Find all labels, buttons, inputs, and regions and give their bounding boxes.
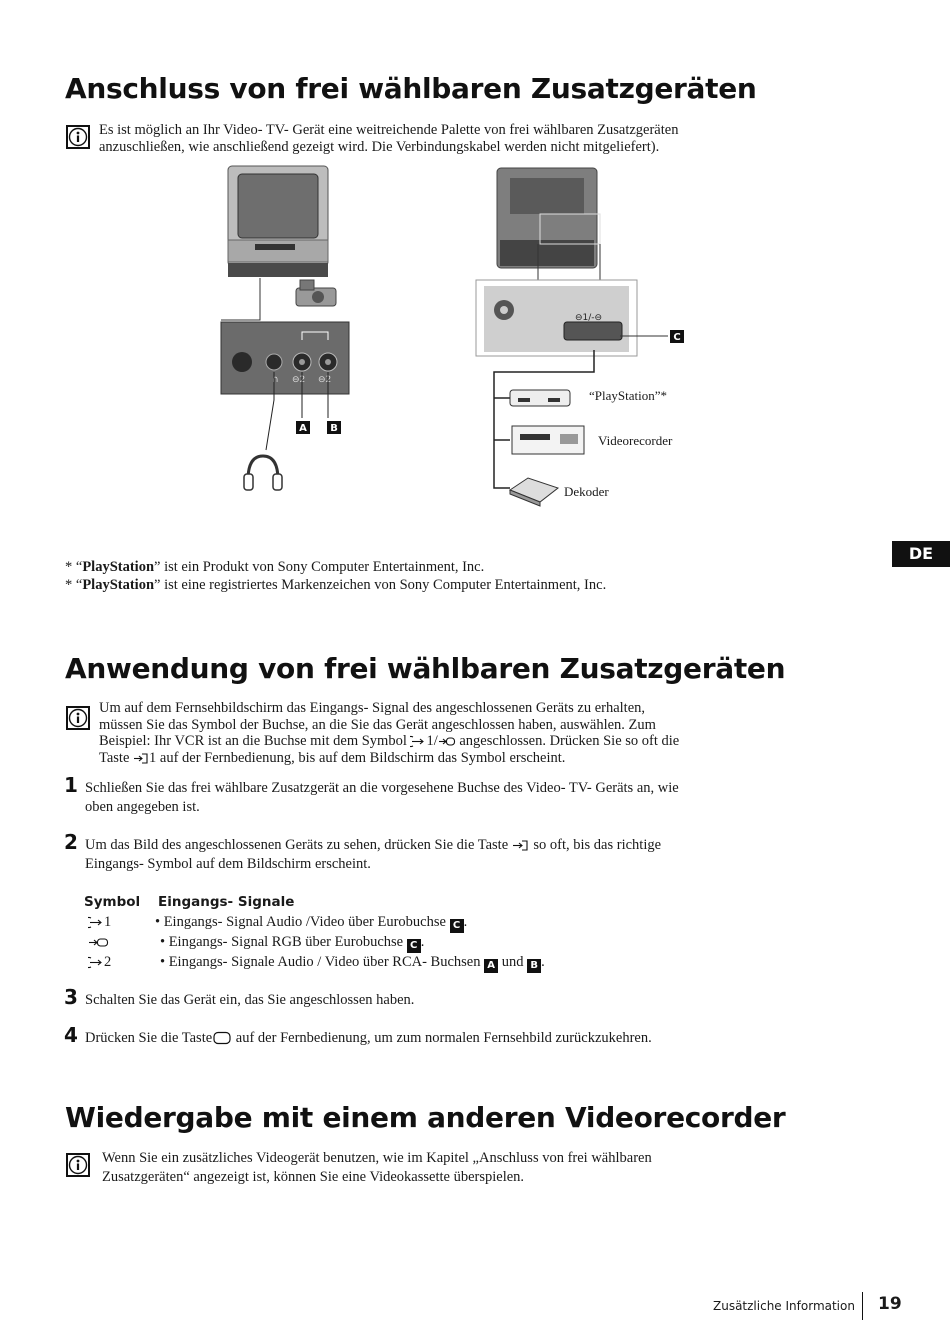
input-source-icon [410, 735, 426, 748]
signal-text: • Eingangs- Signal RGB über Eurobuchse [160, 934, 407, 950]
step-line: oben angegeben ist. [85, 799, 200, 815]
tv-front-illustration [228, 166, 328, 277]
step-text [85, 836, 661, 874]
input-button-icon [133, 752, 149, 765]
symbol-row [88, 934, 110, 951]
intro-line: Wenn Sie ein zusätzliches Videogerät benutzen, wie im Kapitel „Anschluss von frei wählbaren [102, 1150, 652, 1166]
vcr-illustration [512, 426, 584, 454]
input-2-icon [88, 956, 104, 969]
connector-box-c: C [450, 919, 464, 933]
signal-text: • Eingangs- Signal Audio /Video über Eurobuchse [155, 914, 450, 930]
symbol-row [88, 914, 111, 931]
step-text [85, 1029, 652, 1048]
scart-label: ⊖1/-⊖ [575, 313, 603, 323]
playstation-label: “PlayStation”* [589, 388, 667, 403]
footnote-prefix: * “ [65, 559, 83, 575]
section-title-usage: Anwendung von frei wählbaren Zusatzgeräten [65, 652, 786, 685]
footnote-text: ” ist eine registriertes Markenzeichen von Sony Computer Entertainment, Inc. [154, 577, 607, 593]
usage-intro-paragraph [99, 700, 679, 766]
input-button-icon [512, 839, 530, 852]
intro-line: Um auf dem Fernsehbildschirm das Eingangs- Signal des angeschlossenen Geräts zu erhalten, [99, 700, 646, 716]
intro-text: Taste [99, 749, 134, 766]
intro-text: 1/ [426, 733, 438, 749]
label-c: C [673, 332, 681, 343]
intro-text: angeschlossen. Drücken Sie so oft die [455, 733, 680, 749]
connector-box-b: B [527, 959, 541, 973]
label-a: A [299, 423, 307, 434]
camcorder-illustration [296, 280, 336, 306]
step-line [85, 836, 661, 855]
connector-box-a: A [484, 959, 498, 973]
tv-rear-illustration [497, 168, 600, 268]
step-text-part: auf der Fernbedienung, um zum normalen Fernsehbild zurückzukehren. [232, 1030, 652, 1046]
footnote [65, 559, 484, 576]
footer-divider [862, 1292, 863, 1320]
footnote-brand: PlayStation [82, 577, 155, 593]
input-1-icon [88, 916, 104, 929]
headphones-illustration [244, 456, 282, 490]
signal-text: und [498, 954, 528, 970]
symbol-row [88, 954, 111, 971]
footer-section-name: Zusätzliche Information [713, 1299, 855, 1313]
symbol-column-header: Symbol [84, 894, 141, 910]
front-jack-panel [221, 322, 349, 394]
intro-line: anzuschließen, wie anschließend gezeigt wird. Die Verbindungskabel werden nicht mitgeliefert). [99, 138, 660, 155]
step-number: 3 [64, 985, 78, 1009]
playback-intro-paragraph [102, 1149, 652, 1187]
intro-line [99, 733, 679, 750]
language-tab: DE [892, 541, 950, 567]
signal-description [160, 934, 424, 953]
intro-line: Es ist möglich an Ihr Video- TV- Gerät eine weitreichende Palette von frei wählbaren Zusatzgeräten [99, 122, 679, 138]
footnote-text: ” ist ein Produkt von Sony Computer Entertainment, Inc. [154, 559, 485, 575]
page-number: 19 [878, 1294, 902, 1314]
step-number: 4 [64, 1023, 78, 1047]
decoder-label: Dekoder [564, 484, 609, 499]
step-number: 1 [64, 773, 78, 797]
info-icon [66, 706, 90, 730]
intro-line [99, 750, 679, 767]
step-text-part: Um das Bild des angeschlossenen Geräts zu sehen, drücken Sie die Taste [85, 837, 512, 853]
intro-line: müssen Sie das Symbol der Buchse, an die Sie das Gerät angeschlossen haben, auswählen. Zum [99, 716, 656, 733]
intro-text: Beispiel: Ihr VCR ist an die Buchse mit dem Symbol [99, 733, 411, 749]
step-number: 2 [64, 830, 78, 854]
signal-text: • Eingangs- Signale Audio / Video über RCA- Buchsen [160, 954, 485, 970]
signal-text: . [541, 954, 545, 970]
info-icon [66, 1153, 90, 1177]
intro-text: 1 auf der Fernbedienung, bis auf dem Bildschirm das Symbol erscheint. [149, 749, 566, 766]
step-text-part: Drücken Sie die Taste [85, 1030, 213, 1046]
rgb-input-icon [438, 735, 456, 748]
tv-button-icon [212, 1031, 232, 1045]
footnote-prefix: * “ [65, 577, 83, 593]
signal-text: . [463, 914, 468, 930]
footnote [65, 577, 606, 594]
step-text-part: so oft, bis das richtige [529, 837, 662, 853]
intro-paragraph [99, 122, 678, 155]
av2-label: ⊖2 [318, 375, 332, 385]
rgb-input-icon [88, 936, 110, 949]
signal-column-header: Eingangs- Signale [158, 894, 295, 910]
rear-scart-panel [476, 280, 637, 356]
section-title-playback: Wiedergabe mit einem anderen Videorecorder [65, 1101, 786, 1134]
signal-description [160, 954, 545, 973]
label-b: B [330, 423, 338, 434]
av2-label: ⊖2 [292, 375, 306, 385]
headphone-jack-label: ∩ [272, 375, 279, 385]
symbol-suffix: 2 [104, 954, 112, 970]
intro-line: Zusatzgeräten“ angezeigt ist, können Sie eine Videokassette überspielen. [102, 1169, 525, 1185]
playstation-illustration [510, 390, 570, 406]
decoder-illustration [510, 478, 558, 506]
step-text: Schalten Sie das Gerät ein, das Sie angeschlossen haben. [85, 992, 415, 1008]
section-title-connection: Anschluss von frei wählbaren Zusatzgeräten [65, 72, 757, 105]
signal-description [155, 914, 467, 933]
info-icon [66, 125, 90, 149]
footnote-brand: PlayStation [82, 559, 155, 575]
step-line: Eingangs- Symbol auf dem Bildschirm erscheint. [85, 856, 371, 872]
connector-box-c: C [407, 939, 421, 953]
step-line: Schließen Sie das frei wählbare Zusatzgerät an die vorgesehene Buchse des Video- TV- Geräts an, wie [85, 780, 679, 796]
connection-diagram [0, 160, 950, 520]
step-text [85, 779, 679, 817]
vcr-label: Videorecorder [598, 433, 673, 448]
signal-text: . [420, 934, 425, 950]
symbol-suffix: 1 [104, 914, 112, 930]
